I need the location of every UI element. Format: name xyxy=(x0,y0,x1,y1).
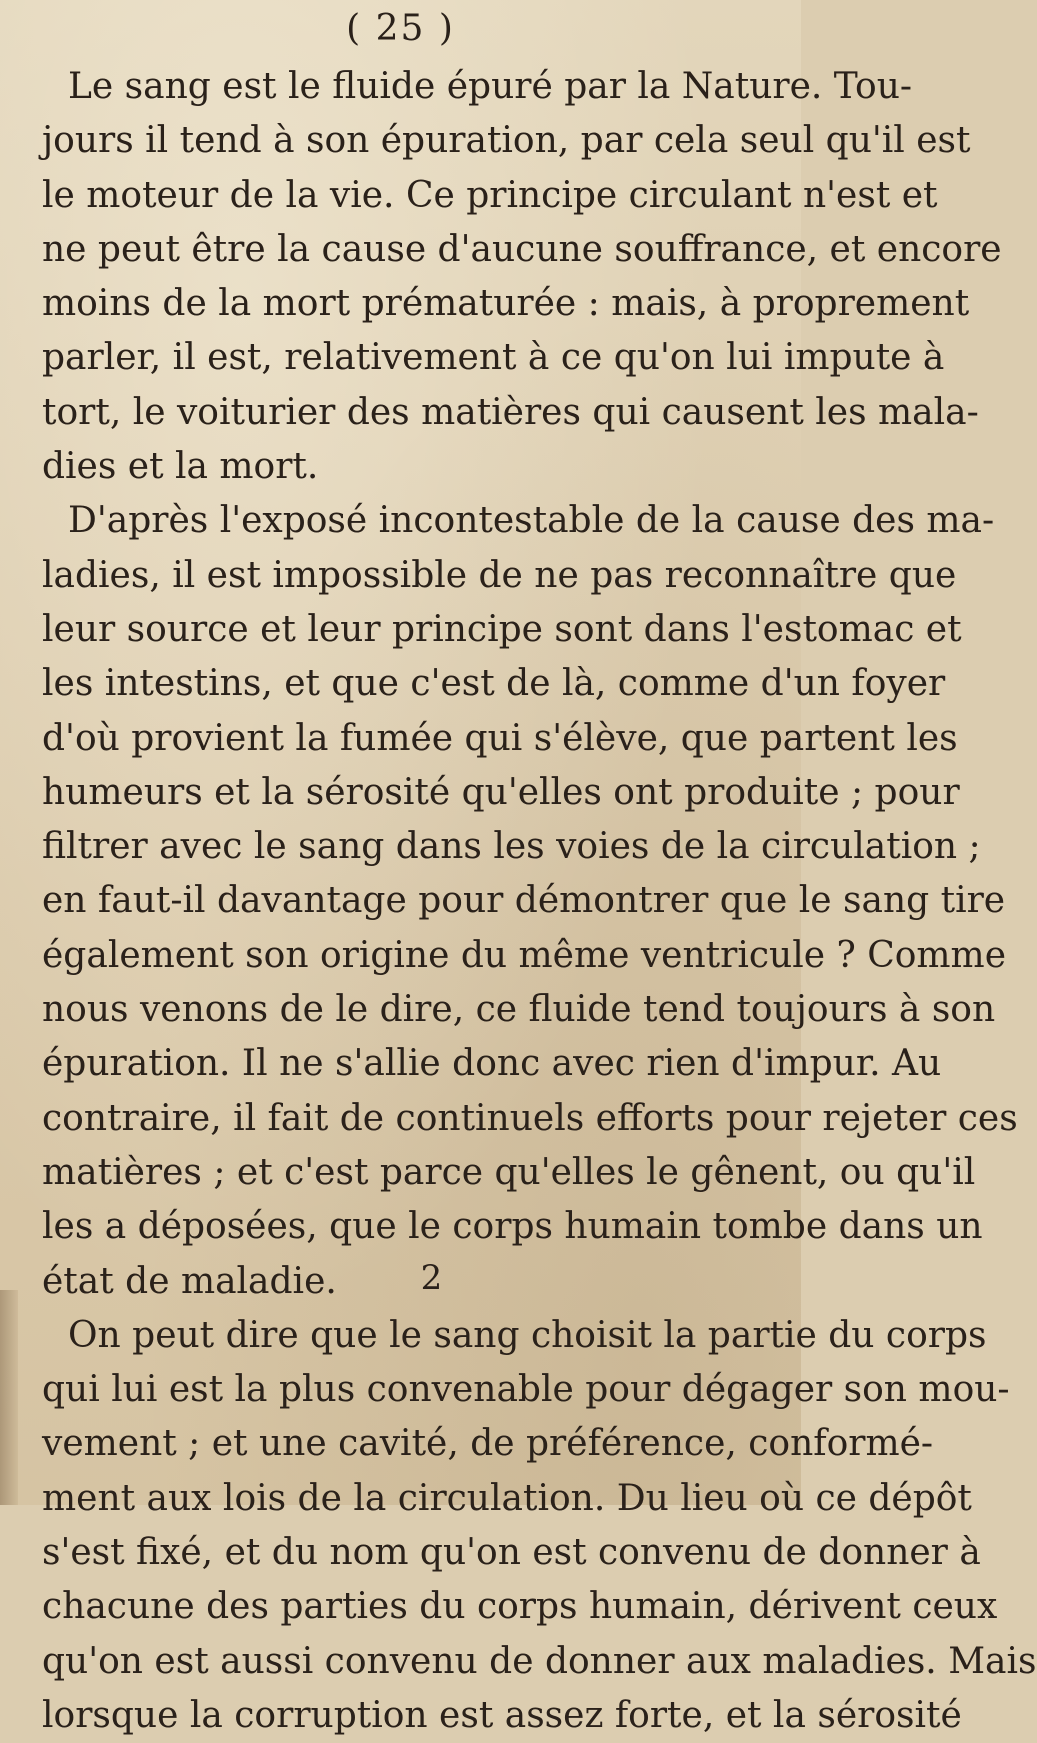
text-line: parler, il est, relativement à ce qu'on lui impute à xyxy=(42,337,945,379)
text-line: qu'on est aussi convenu de donner aux maladies. Mais xyxy=(42,1640,1037,1682)
text-line: ment aux lois de la circulation. Du lieu où ce dépôt xyxy=(42,1477,972,1519)
text-line: leur source et leur principe sont dans l'estomac et xyxy=(42,608,962,650)
text-line: en faut-il davantage pour démontrer que le sang tire xyxy=(42,880,1006,922)
text-line: s'est fixé, et du nom qu'on est convenu de donner à xyxy=(42,1532,981,1574)
text-line: le moteur de la vie. Ce principe circulant n'est et xyxy=(42,174,938,216)
body-text xyxy=(42,60,1037,1743)
text-line: Le sang est le fluide épuré par la Nature. Tou- xyxy=(68,66,913,107)
signature-mark: 2 xyxy=(420,1258,443,1298)
text-line: lorsque la corruption est assez forte, et la sérosité xyxy=(42,1694,962,1736)
page-edge-shadow xyxy=(0,1290,18,1505)
text-line: humeurs et la sérosité qu'elles ont produite ; pour xyxy=(42,771,960,813)
text-line: ne peut être la cause d'aucune souffrance, et encore xyxy=(42,228,1002,270)
text-line: d'où provient la fumée qui s'élève, que partent les xyxy=(42,717,958,759)
text-line: ladies, il est impossible de ne pas reconnaître que xyxy=(42,554,957,596)
text-line: tort, le voiturier des matières qui causent les mala- xyxy=(42,391,979,433)
text-line: qui lui est la plus convenable pour dégager son mou- xyxy=(42,1369,1010,1411)
text-line: épuration. Il ne s'allie donc avec rien d'impur. Au xyxy=(42,1043,942,1085)
text-line: nous venons de le dire, ce fluide tend toujours à son xyxy=(42,989,996,1031)
page-number: ( 25 ) xyxy=(346,8,455,49)
text-line: contraire, il fait de continuels efforts pour rejeter ces xyxy=(42,1097,1018,1139)
text-line: matières ; et c'est parce qu'elles le gênent, ou qu'il xyxy=(42,1151,976,1193)
text-line: jours il tend à son épuration, par cela seul qu'il est xyxy=(42,120,971,162)
text-line: également son origine du même ventricule ? Comme xyxy=(42,934,1007,976)
text-line: les intestins, et que c'est de là, comme d'un foyer xyxy=(42,663,946,705)
text-line: On peut dire que le sang choisit la partie du corps xyxy=(68,1314,987,1356)
text-line: les a déposées, que le corps humain tombe dans un xyxy=(42,1206,983,1248)
text-line: moins de la mort prématurée : mais, à proprement xyxy=(42,283,970,325)
text-line: vement ; et une cavité, de préférence, conformé- xyxy=(42,1423,934,1465)
text-line: état de maladie. xyxy=(42,1260,337,1302)
text-line: filtrer avec le sang dans les voies de la circulation ; xyxy=(42,826,981,868)
text-line: chacune des parties du corps humain, dérivent ceux xyxy=(42,1586,998,1628)
text-line: D'après l'exposé incontestable de la cause des ma- xyxy=(68,500,995,542)
text-line: dies et la mort. xyxy=(42,446,319,488)
signature-mark-row xyxy=(0,1258,801,1298)
